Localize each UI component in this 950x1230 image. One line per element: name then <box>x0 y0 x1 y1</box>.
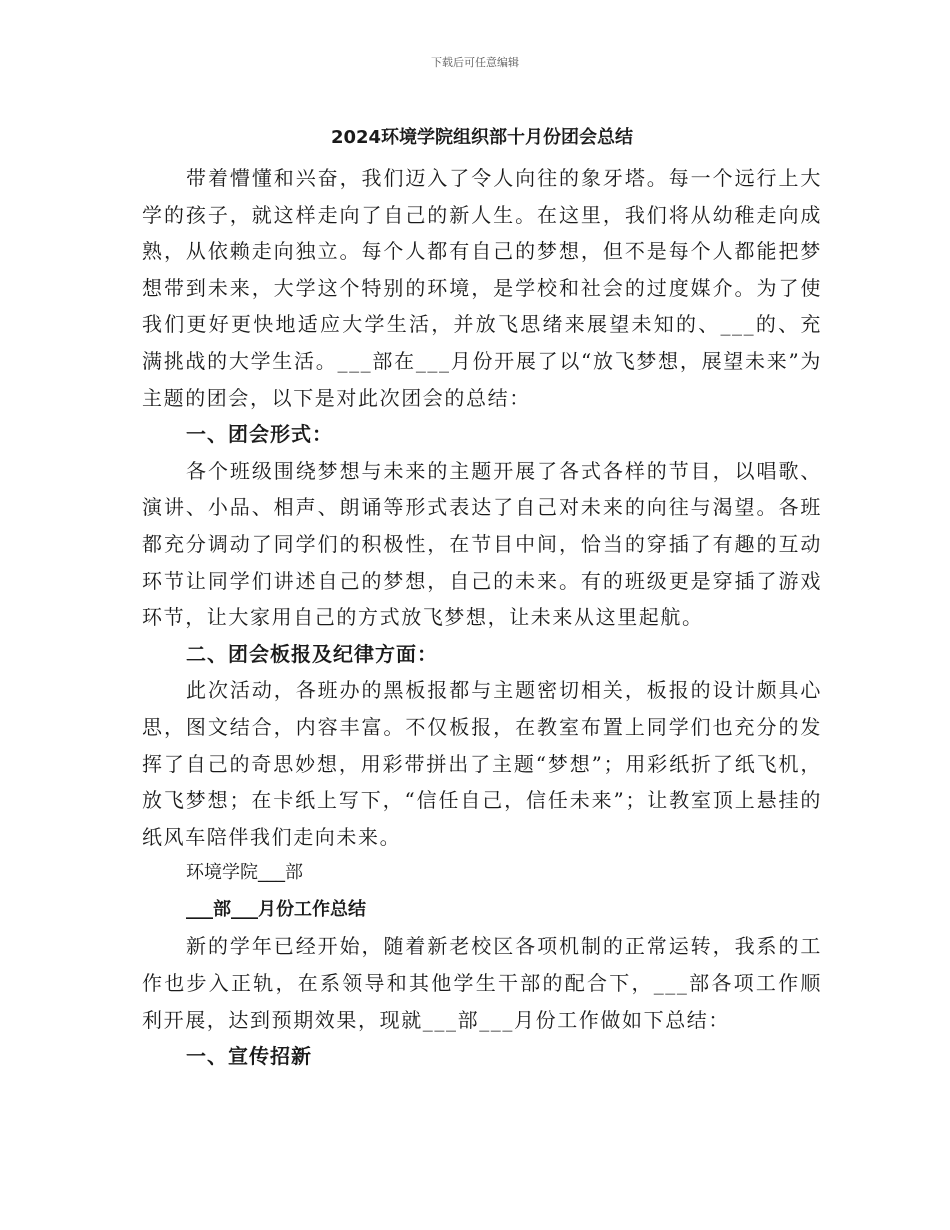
section-heading-blackboard-discipline: 二、团会板报及纪律方面： <box>186 641 438 666</box>
second-document-title: ___部___月份工作总结 <box>186 898 366 920</box>
intro-paragraph: 带着懵懂和兴奋，我们迈入了令人向往的象牙塔。每一个远行上大学的孩子，就这样走向了自己的新人生。在这里，我们将从幼稚走向成熟，从依赖走向独立。每个人都有自己的梦想，但不是每个人都能把梦想带到未来，大学这个特别的环境，是学校和社会的过度媒介。为了使我们更好更快地适应大学生活，并放飞思绪来展望未知的、___的、充满挑战的大学生活。___部在___月份开展了以“放飞梦想，展望未来”为主题的团会，以下是对此次团会的总结： <box>142 166 822 410</box>
page-header-note: 下载后可任意编辑 <box>431 56 519 69</box>
second-intro-paragraph: 新的学年已经开始，随着新老校区各项机制的正常运转，我系的工作也步入正轨，在系领导和其他学生干部的配合下，___部各项工作顺利开展，达到预期效果，现就___部___月份工作做如下总结： <box>142 934 822 1032</box>
section-body-blackboard-discipline: 此次活动，各班办的黑板报都与主题密切相关，板报的设计颇具心思，图文结合，内容丰富。不仅板报，在教室布置上同学们也充分的发挥了自己的奇思妙想，用彩带拼出了主题“梦想”；用彩纸折了纸飞机，放飞梦想；在卡纸上写下，“信任自己，信任未来”；让教室顶上悬挂的纸风车陪伴我们走向未来。 <box>142 678 822 849</box>
signature-line: 环境学院___部 <box>186 862 303 884</box>
section-heading-meeting-format: 一、团会形式： <box>186 422 333 447</box>
second-section-heading-recruitment: 一、宣传招新 <box>186 1044 312 1069</box>
document-body <box>142 122 822 1075</box>
document-title: 2024环境学院组织部十月份团会总结 <box>330 127 634 148</box>
section-body-meeting-format: 各个班级围绕梦想与未来的主题开展了各式各样的节目，以唱歌、演讲、小品、相声、朗诵等形式表达了自己对未来的向往与渴望。各班都充分调动了同学们的积极性，在节目中间，恰当的穿插了有趣的互动环节让同学们讲述自己的梦想，自己的未来。有的班级更是穿插了游戏环节，让大家用自己的方式放飞梦想，让未来从这里起航。 <box>142 458 822 630</box>
